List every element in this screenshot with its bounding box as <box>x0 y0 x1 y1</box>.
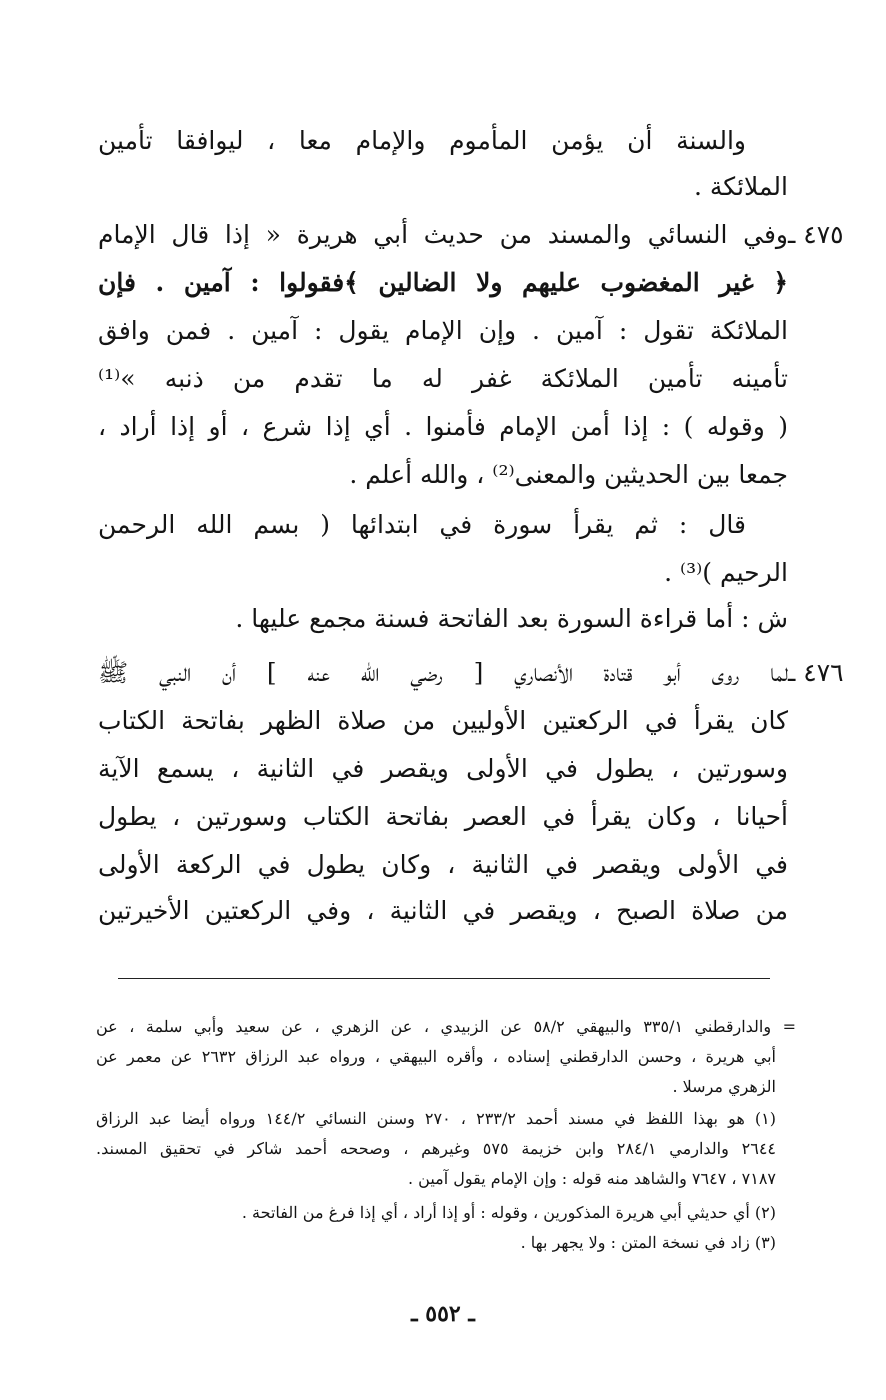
footnote-separator <box>118 978 770 979</box>
text-line-9: قال : ثم يقرأ سورة في ابتدائها ( بسم الله الرحمن <box>98 510 746 539</box>
text-line-8: جمعا بين الحديثين والمعنى⁽²⁾ ، والله أعلم . <box>349 460 788 489</box>
text-line-13: كان يقرأ في الركعتين الأوليين من صلاة الظهر بفاتحة الكتاب <box>98 706 788 735</box>
page-number: ـ ٥٥٢ ـ <box>411 1301 475 1327</box>
text-line-14: وسورتين ، يطول في الأولى ويقصر في الثانية ، يسمع الآية <box>98 754 788 783</box>
text-line-6: تأمينه تأمين الملائكة غفر له ما تقدم من ذنبه »⁽¹⁾ <box>98 364 788 393</box>
text-line-4: ﴿ غير المغضوب عليهم ولا الضالين ﴾فقولوا : آمين . فإن <box>98 268 788 297</box>
text-line-2: الملائكة . <box>694 172 788 201</box>
text-line-17: من صلاة الصبح ، ويقصر في الثانية ، وفي الركعتين الأخيرتين <box>98 896 788 925</box>
footnote-1-line-2: ٢٦٤٤ والدارمي ٢٨٤/١ وابن خزيمة ٥٧٥ وغيرهم ، وصححه أحمد شاكر في تحقيق المسند. <box>96 1139 776 1158</box>
hadith-number-476: ٤٧٦ ـ <box>788 658 844 687</box>
footnote-3: (٣) زاد في نسخة المتن : ولا يجهر بها . <box>520 1233 776 1252</box>
footnote-line-3: الزهري مرسلا . <box>672 1077 776 1096</box>
footnote-line-1: = والدارقطني ٣٣٥/١ والبيهقي ٥٨/٢ عن الزبيدي ، عن الزهري ، عن سعيد وأبي سلمة ، عن <box>96 1017 796 1036</box>
text-line-11: ش : أما قراءة السورة بعد الفاتحة فسنة مجمع عليها . <box>235 604 788 633</box>
footnote-2: (٢) أي حديثي أبي هريرة المذكورين ، وقوله : أو إذا أراد ، أي إذا فرغ من الفاتحة . <box>241 1203 776 1222</box>
text-line-12: لما روى أبو قتادة الأنصاري [ رضي الله عنه ] أن النبي ﷺ <box>98 658 788 687</box>
text-line-7: ( وقوله ) : إذا أمن الإمام فأمنوا . أي إذا شرع ، أو إذا أراد ، <box>98 412 788 441</box>
text-line-5: الملائكة تقول : آمين . وإن الإمام يقول : آمين . فمن وافق <box>98 316 788 345</box>
footnote-1-line-1: (١) هو بهذا اللفظ في مسند أحمد ٢٣٣/٢ ، ٢٧٠ وسنن النسائي ١٤٤/٢ ورواه أيضا عبد الرزاق <box>96 1109 777 1128</box>
text-line-1: والسنة أن يؤمن المأموم والإمام معا ، ليوافقا تأمين <box>98 126 746 155</box>
footnote-line-2: أبي هريرة ، وحسن الدارقطني إسناده ، وأقره البيهقي ، ورواه عبد الرزاق ٢٦٣٢ عن معمر عن <box>96 1047 777 1066</box>
hadith-number-475: ٤٧٥ ـ <box>788 220 844 249</box>
footnote-1-line-3: ٧١٨٧ ، ٧٦٤٧ والشاهد منه قوله : وإن الإمام يقول آمين . <box>407 1169 776 1188</box>
text-line-16: في الأولى ويقصر في الثانية ، وكان يطول في الركعة الأولى <box>98 850 788 879</box>
text-line-3: وفي النسائي والمسند من حديث أبي هريرة « إذا قال الإمام <box>98 220 788 249</box>
text-line-15: أحيانا ، وكان يقرأ في العصر بفاتحة الكتاب وسورتين ، يطول <box>98 802 788 831</box>
text-line-10: الرحيم )⁽³⁾ . <box>664 558 788 587</box>
